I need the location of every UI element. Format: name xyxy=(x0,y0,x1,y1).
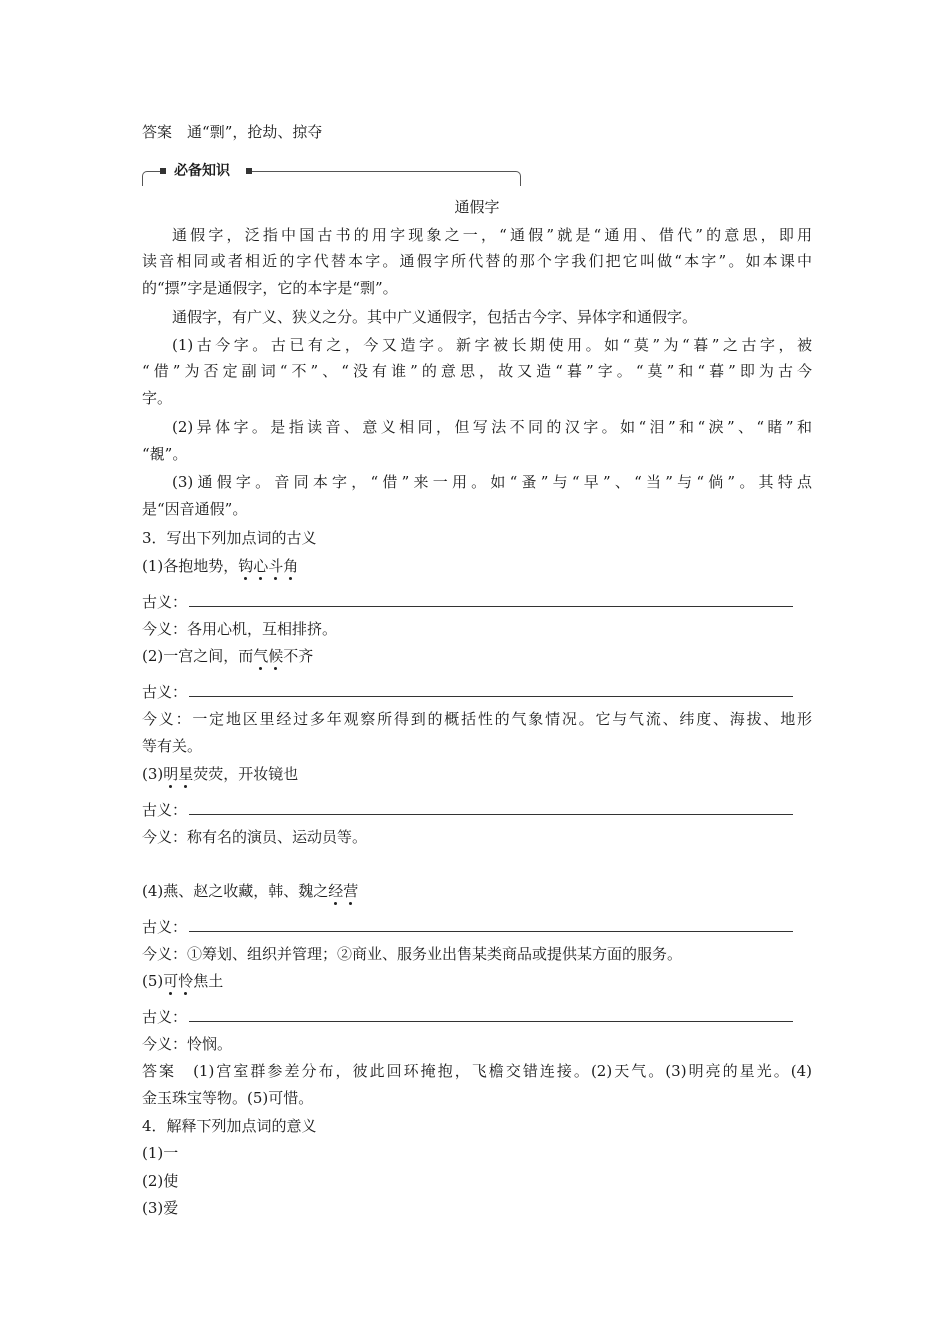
ancient-meaning-label: 古义： xyxy=(142,683,188,701)
item-suffix: 不齐 xyxy=(283,647,314,665)
paragraph-1-line-2: 读音相同或者相近的字代替本字。通假字所代替的那个字我们把它叫做“本字”。如本课中 xyxy=(142,252,812,270)
dotted-char: 明 xyxy=(163,765,179,783)
dotted-char: 角 xyxy=(283,557,299,575)
question-3-item-3 xyxy=(142,763,298,785)
ancient-meaning-row xyxy=(142,799,793,821)
modern-meaning: 今义：称有名的演员、运动员等。 xyxy=(142,828,368,846)
paragraph-3-line-1: (1)古今字。古已有之，今又造字。新字被长期使用。如“莫”为“暮”之古字，被 xyxy=(172,336,812,354)
question-4-item: (1)一 xyxy=(142,1144,179,1162)
question-3-item-1 xyxy=(142,555,298,577)
paragraph-1-line-3: 的“摽”字是通假字，它的本字是“剽”。 xyxy=(142,279,398,297)
dotted-char: 怜 xyxy=(178,972,194,990)
question-3-item-5 xyxy=(142,970,223,992)
answer-blank[interactable] xyxy=(189,682,793,697)
modern-meaning: 今义：一定地区里经过多年观察所得到的概括性的气象情况。它与气流、纬度、海拔、地形 xyxy=(142,710,812,728)
dotted-char: 星 xyxy=(178,765,194,783)
ancient-meaning-row xyxy=(142,1006,793,1028)
answer-line-1 xyxy=(142,121,322,143)
modern-meaning: 今义：各用心机，互相排挤。 xyxy=(142,620,338,638)
question-3-heading: 3．写出下列加点词的古义 xyxy=(142,529,317,547)
dotted-char: 可 xyxy=(163,972,179,990)
dotted-char: 经 xyxy=(328,882,344,900)
answer-blank[interactable] xyxy=(189,800,793,815)
question-4-item: (2)使 xyxy=(142,1172,179,1190)
ancient-meaning-label: 古义： xyxy=(142,918,188,936)
paragraph-4-line-2: “覩”。 xyxy=(142,445,188,463)
paragraph-4-line-1: (2)异体字。是指读音、意义相同，但写法不同的汉字。如“泪”和“淚”、“睹”和 xyxy=(172,418,812,436)
answer-line-2-cont: 金玉珠宝等物。(5)可惜。 xyxy=(142,1089,314,1107)
question-4-item: (3)爱 xyxy=(142,1199,179,1217)
answer-blank[interactable] xyxy=(189,1007,793,1022)
item-prefix: (5) xyxy=(142,972,164,990)
paragraph-3-line-2: “借”为否定副词“不”、“没有谁”的意思，故又造“暮”字。“莫”和“暮”即为古今 xyxy=(142,362,812,380)
item-prefix: (3) xyxy=(142,765,164,783)
dotted-char: 钩 xyxy=(238,557,254,575)
ancient-meaning-label: 古义： xyxy=(142,801,188,819)
ancient-meaning-row xyxy=(142,916,793,938)
item-suffix: 焦土 xyxy=(193,972,224,990)
answer-blank[interactable] xyxy=(189,592,793,607)
paragraph-5-line-1: (3)通假字。音同本字，“借”来一用。如“蚤”与“早”、“当”与“倘”。其特点 xyxy=(172,473,812,491)
dotted-char: 候 xyxy=(268,647,284,665)
modern-meaning-cont: 等有关。 xyxy=(142,737,203,755)
dotted-char: 心 xyxy=(253,557,269,575)
paragraph-2: 通假字，有广义、狭义之分。其中广义通假字，包括古今字、异体字和通假字。 xyxy=(172,308,698,326)
ancient-meaning-row xyxy=(142,591,793,613)
answer-line-2: 答案 (1)宫室群参差分布，彼此回环掩抱，飞檐交错连接。(2)天气。(3)明亮的星光。(4) xyxy=(142,1062,812,1080)
question-4-heading: 4．解释下列加点词的意义 xyxy=(142,1117,317,1135)
item-prefix: (4)燕、赵之收藏，韩、魏之 xyxy=(142,882,329,900)
question-3-item-2 xyxy=(142,645,313,667)
answer-blank[interactable] xyxy=(189,917,793,932)
modern-meaning: 今义：怜悯。 xyxy=(142,1035,233,1053)
topic-title: 通假字 xyxy=(454,198,500,216)
paragraph-3-line-3: 字。 xyxy=(142,389,173,407)
dotted-char: 营 xyxy=(343,882,359,900)
ancient-meaning-label: 古义： xyxy=(142,1008,188,1026)
ancient-meaning-label: 古义： xyxy=(142,593,188,611)
answer-text: 通“剽”，抢劫、掠夺 xyxy=(187,123,323,141)
dotted-char: 气 xyxy=(253,647,269,665)
item-prefix: (2)一宫之间，而 xyxy=(142,647,254,665)
section-frame xyxy=(142,163,520,186)
square-marker-icon xyxy=(160,168,166,174)
question-3-item-4 xyxy=(142,880,358,902)
ancient-meaning-row xyxy=(142,681,793,703)
paragraph-5-line-2: 是“因音通假”。 xyxy=(142,500,248,518)
item-prefix: (1)各抱地势， xyxy=(142,557,239,575)
modern-meaning: 今义：①筹划、组织并管理；②商业、服务业出售某类商品或提供某方面的服务。 xyxy=(142,945,683,963)
answer-label: 答案 xyxy=(142,123,173,141)
paragraph-1-line-1: 通假字，泛指中国古书的用字现象之一，“通假”就是“通用、借代”的意思，即用 xyxy=(172,226,812,244)
section-title: 必备知识 xyxy=(170,160,234,180)
item-suffix: 荧荧，开妆镜也 xyxy=(193,765,299,783)
dotted-char: 斗 xyxy=(268,557,284,575)
